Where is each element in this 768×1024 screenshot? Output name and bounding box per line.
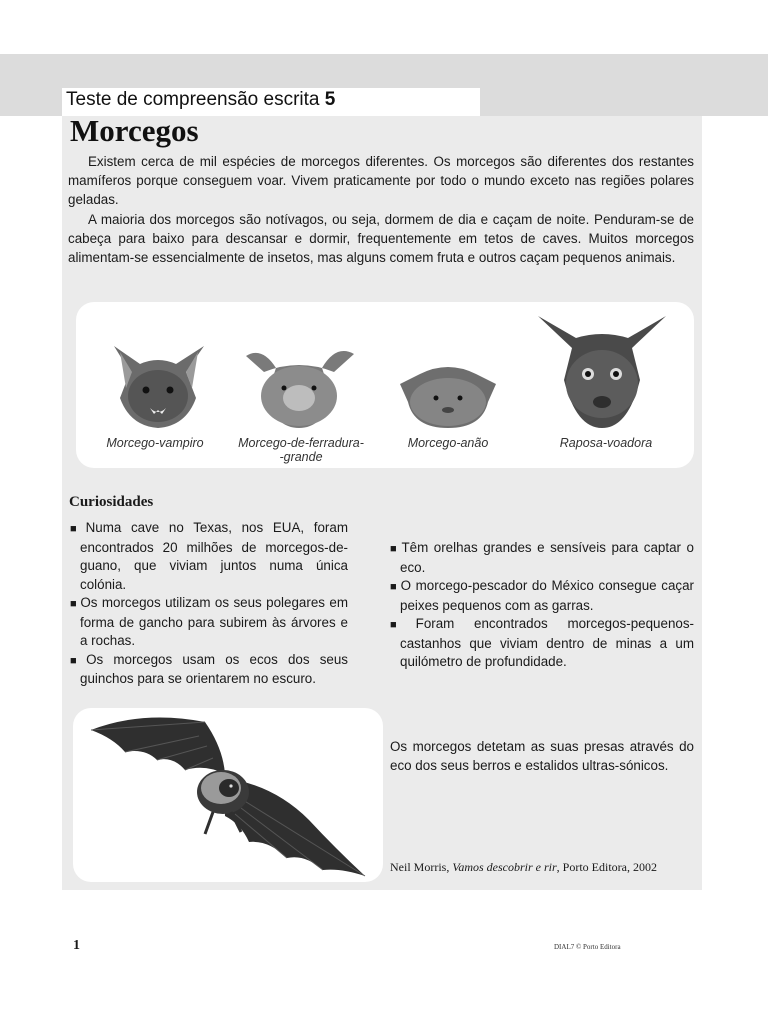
list-item: ■ O morcego-pescador do México consegue caçar peixes pequenos com as garras. xyxy=(390,578,694,613)
bat-caption-horseshoe: Morcego-de-ferradura- -grande xyxy=(238,436,364,464)
pipistrelle-bat-image xyxy=(392,354,504,430)
flying-bat-illustration xyxy=(73,708,383,882)
echolocation-text: Os morcegos detetam as suas presas através do eco dos seus berros e estalidos ultras-sónicos. xyxy=(390,739,694,773)
bat-caption-flying-fox: Raposa-voadora xyxy=(559,436,653,450)
bat-caption-vampire: Morcego-vampiro xyxy=(106,436,204,450)
vampire-bat-image xyxy=(100,338,216,430)
test-title: Teste de compreensão escrita 5 xyxy=(66,89,336,110)
intro-paragraph-1: Existem cerca de mil espécies de morcegos diferentes. Os morcegos são diferentes dos restantes mamíferos porque conseguem voar. Vivem praticamente por todo o mundo exceto nas regiões polares geladas. xyxy=(68,154,694,207)
list-item: ■ Numa cave no Texas, nos EUA, foram encontrados 20 milhões de morcegos-de-guano, que viviam juntos numa única colónia. xyxy=(70,520,348,592)
page-number: 1 xyxy=(73,938,80,953)
intro-paragraph-2: A maioria dos morcegos são notívagos, ou seja, dormem de dia e caçam de noite. Penduram-se de cabeça para baixo para descansar e dormir, frequentemente em tetos de caves. Muitos morcegos alimentam-se essencialmente de insetos, mas alguns comem fruta e outros caçam pequenos animais. xyxy=(68,212,694,265)
curiosities-heading: Curiosidades xyxy=(69,494,154,510)
list-item: ■ Os morcegos usam os ecos dos seus guinchos para se orientarem no escuro. xyxy=(70,651,348,686)
curiosities-left-list xyxy=(70,519,348,689)
flying-fox-image xyxy=(532,310,672,432)
list-item: ■ Têm orelhas grandes e sensíveis para captar o eco. xyxy=(390,540,694,575)
flying-bat-image xyxy=(73,708,383,882)
bat-caption-pipistrelle: Morcego-anão xyxy=(407,436,489,450)
source-credit: Neil Morris, Vamos descobrir e rir, Porto Editora, 2002 xyxy=(390,860,657,874)
curiosities-right-list xyxy=(390,539,694,672)
bat-species-illustration xyxy=(76,302,694,468)
list-item: ■ Foram encontrados morcegos-pequenos-castanhos que viviam dentro de minas a um quilómetro de profundidade. xyxy=(390,616,694,669)
list-item: ■ Os morcegos utilizam os seus polegares em forma de gancho para subirem às árvores e a rochas. xyxy=(70,595,348,648)
horseshoe-bat-image xyxy=(236,338,362,430)
page-title: Morcegos xyxy=(70,113,199,148)
copyright-notice: DIAL7 © Porto Editora xyxy=(554,943,621,951)
intro-text xyxy=(68,152,694,268)
